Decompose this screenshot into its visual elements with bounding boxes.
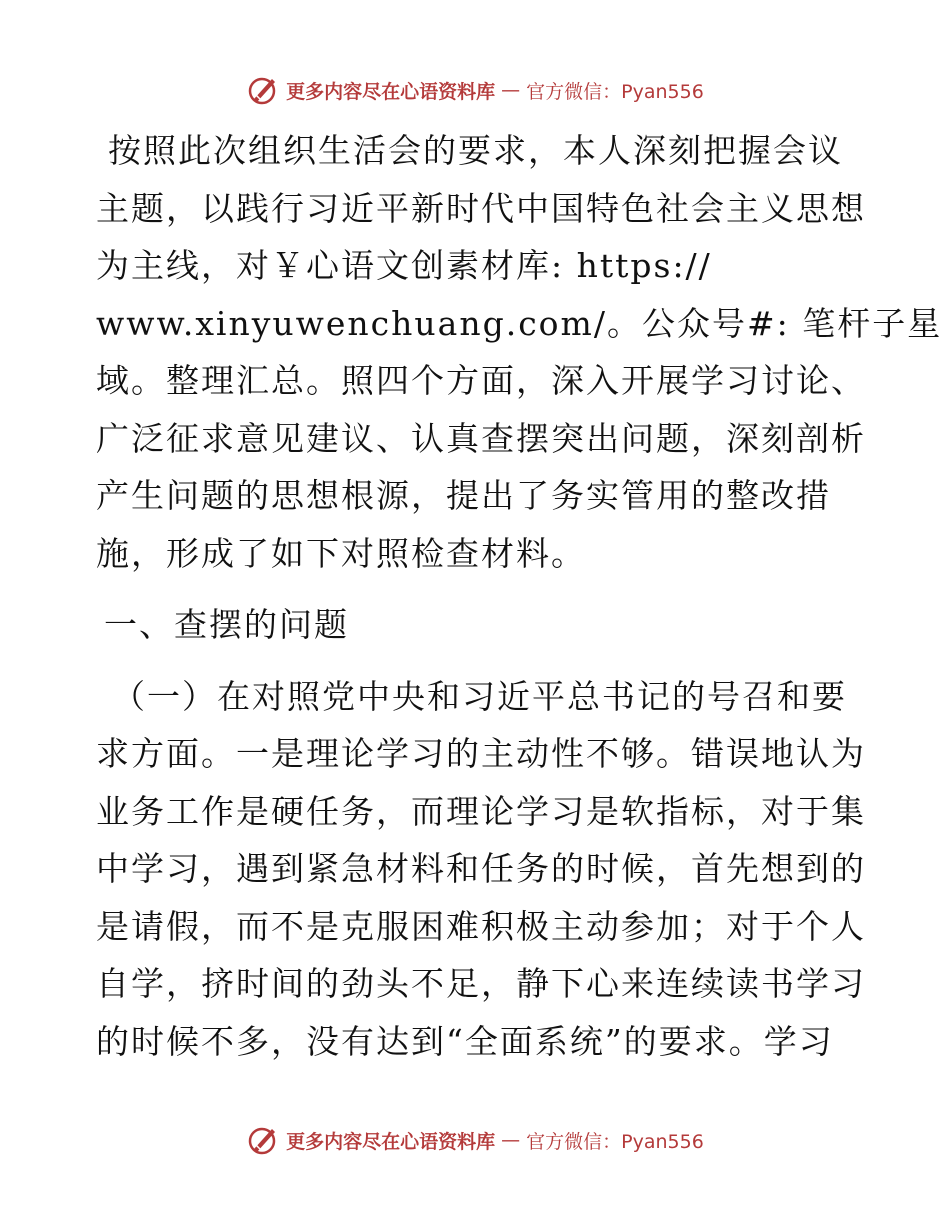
body-line: 的时候不多，没有达到“全面系统”的要求。学习 — [96, 1021, 834, 1061]
body-line: 主题，以践行习近平新时代中国特色社会主义思想 — [96, 188, 866, 228]
document-body — [96, 122, 943, 1070]
section-heading: 一、查摆的问题 — [104, 605, 349, 644]
body-line: 业务工作是硬任务，而理论学习是软指标，对于集 — [96, 791, 866, 831]
body-line: 域。整理汇总。照四个方面，深入开展学习讨论、 — [96, 361, 866, 400]
body-line: 自学，挤时间的劲头不足，静下心来连续读书学习 — [96, 964, 866, 1003]
quill-pen-logo-icon — [246, 1123, 280, 1157]
body-line: （一）在对照党中央和习近平总书记的号召和要 — [112, 676, 847, 716]
banner-title: 更多内容尽在心语资料库 — [286, 1130, 496, 1153]
body-line: 是请假，而不是克服困难积极主动参加；对于个人 — [96, 906, 866, 946]
footer-banner — [0, 1118, 950, 1162]
body-line: 为主线，对￥心语文创素材库: https:// — [96, 246, 712, 285]
banner-separator: — — [501, 1129, 521, 1151]
body-line: 产生问题的思想根源，提出了务实管用的整改措 — [96, 476, 831, 515]
body-line: 中学习，遇到紧急材料和任务的时候，首先想到的 — [96, 849, 866, 888]
body-line: 广泛征求意见建议、认真查摆突出问题，深刻剖析 — [96, 418, 866, 458]
banner-separator: — — [501, 79, 521, 101]
banner-wechat: 官方微信：Pyan556 — [526, 80, 704, 103]
body-line: www.xinyuwenchuang.com/。公众号#: 笔杆子星 — [96, 303, 943, 343]
banner-wechat: 官方微信：Pyan556 — [526, 1130, 704, 1153]
body-line: 按照此次组织生活会的要求，本人深刻把握会议 — [108, 131, 843, 170]
quill-pen-logo-icon — [246, 73, 280, 107]
body-line: 求方面。一是理论学习的主动性不够。错误地认为 — [96, 734, 866, 773]
body-line: 施，形成了如下对照检查材料。 — [96, 533, 586, 573]
banner-title: 更多内容尽在心语资料库 — [286, 80, 496, 103]
header-banner — [0, 68, 950, 112]
